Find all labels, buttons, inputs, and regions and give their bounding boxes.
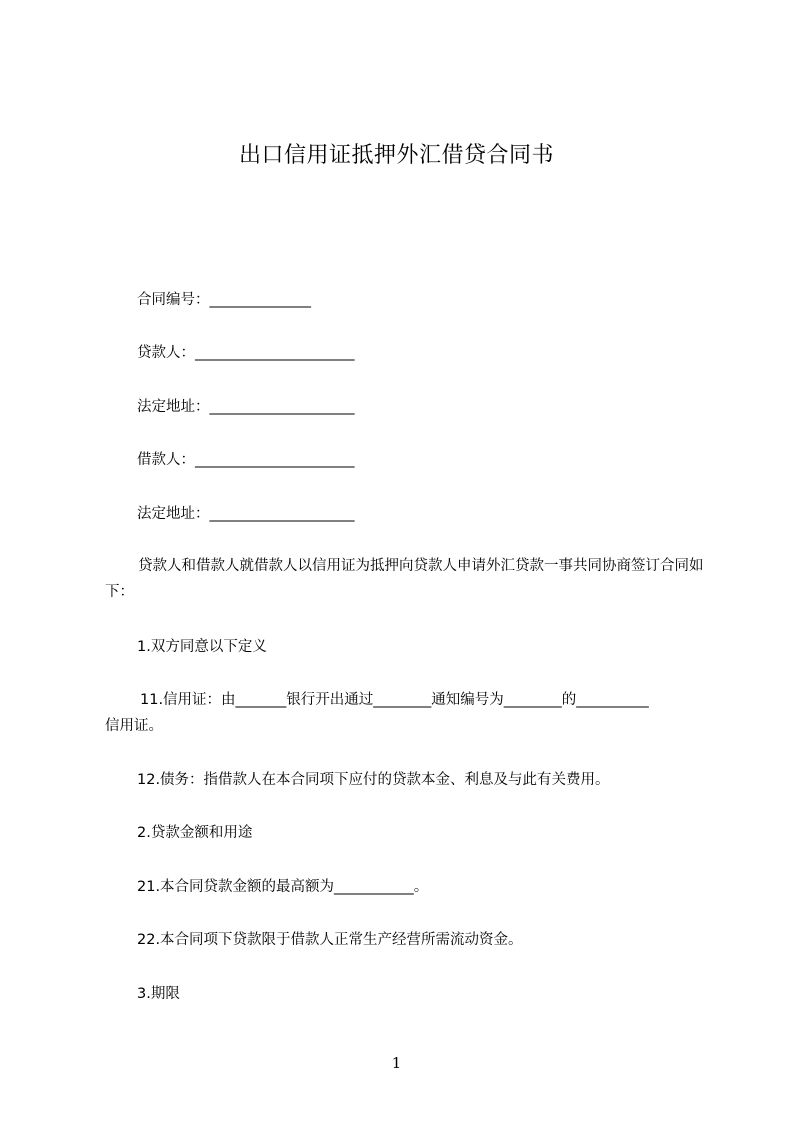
page-number: 1 xyxy=(391,1054,402,1072)
borrower-field: 借款人：______________________ xyxy=(137,452,355,468)
contract-number-field: 合同编号：______________ xyxy=(137,292,311,308)
lender-field: 贷款人：______________________ xyxy=(137,345,355,361)
clause-1-1-line2: 信用证。 xyxy=(105,718,163,734)
clause-2-1: 21.本合同贷款金额的最高额为___________。 xyxy=(137,879,429,895)
clause-2-2: 22.本合同项下贷款限于借款人正常生产经营所需流动资金。 xyxy=(137,932,523,948)
clause-1-heading: 1.双方同意以下定义 xyxy=(137,639,267,655)
document-title: 出口信用证抵押外汇借贷合同书 xyxy=(238,143,554,168)
clause-3-heading: 3.期限 xyxy=(137,986,180,1002)
intro-paragraph: 贷款人和借款人就借款人以信用证为抵押向贷款人申请外汇贷款一事共同协商签订合同如下： xyxy=(105,558,704,600)
borrower-address-field: 法定地址：____________________ xyxy=(137,506,355,522)
clause-2-heading: 2.贷款金额和用途 xyxy=(137,825,253,841)
clause-1-2: 12.债务：指借款人在本合同项下应付的贷款本金、利息及与此有关费用。 xyxy=(137,772,610,788)
clause-1-1-line1: 11.信用证：由_______银行开出通过________通知编号为________的__________ xyxy=(140,692,649,708)
lender-address-field: 法定地址：____________________ xyxy=(137,399,355,415)
